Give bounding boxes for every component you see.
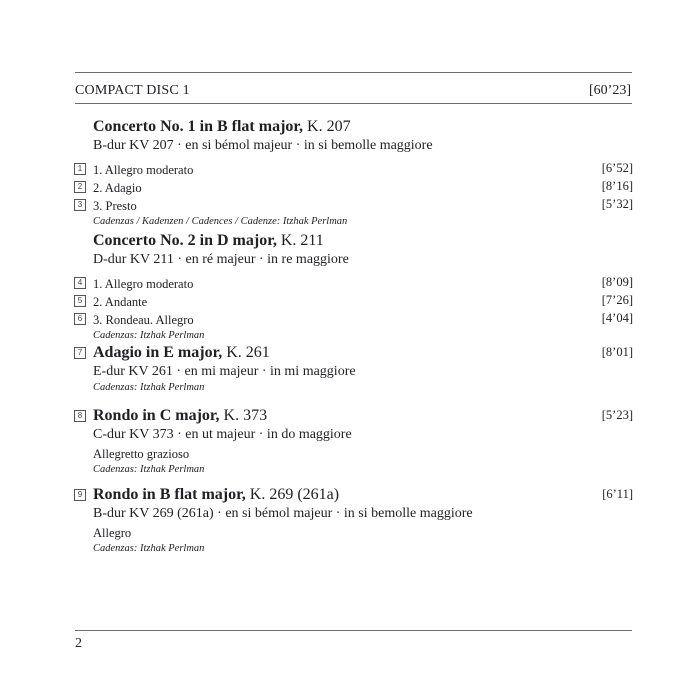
track-number: 6 [74,313,86,325]
work-title: Concerto No. 2 in D major, K. 211 [93,232,324,249]
work-subtitle: B-dur KV 269 (261a) · en si bémol majeur · in si bemolle maggiore [93,506,473,521]
movement-label: 3. Presto [93,199,137,213]
track-duration: [8’01] [601,345,633,359]
cadenza-credit: Cadenzas: Itzhak Perlman [93,382,205,393]
track-duration: [4’04] [601,311,633,325]
track-duration: [5’23] [601,408,633,422]
movement-label: 3. Rondeau. Allegro [93,313,194,327]
track-row[interactable] [77,311,633,329]
page-number: 2 [75,636,82,651]
track-number: 8 [74,410,86,422]
track-number: 1 [74,163,86,175]
work-title: Adagio in E major, K. 261 [93,344,270,361]
disc-title: COMPACT DISC 1 [75,83,190,98]
track-number: 3 [74,199,86,211]
disc-total-duration: [60’23] [589,83,631,98]
tempo-marking: Allegretto grazioso [93,447,190,461]
track-row[interactable] [77,406,633,426]
track-duration: [6’52] [601,161,633,175]
work-title: Concerto No. 1 in B flat major, K. 207 [93,118,351,135]
track-duration: [6’11] [602,487,633,501]
track-row[interactable] [77,197,633,215]
footer-rule [75,630,632,631]
movement-label: 1. Allegro moderato [93,163,194,177]
work-adagio [77,343,633,394]
track-duration: [8’09] [601,275,633,289]
work-title: Rondo in C major, K. 373 [93,407,268,424]
track-row[interactable] [77,161,633,179]
track-number: 5 [74,295,86,307]
work-concerto-2 [77,231,633,342]
cadenza-credit: Cadenzas: Itzhak Perlman [93,464,205,475]
work-concerto-1 [77,117,633,228]
track-duration: [5’32] [601,197,633,211]
header-rule [75,103,632,104]
top-rule [75,72,632,73]
track-row[interactable] [77,293,633,311]
track-row[interactable] [77,485,633,505]
work-rondo-c [77,406,633,476]
track-row[interactable] [77,275,633,293]
work-subtitle: C-dur KV 373 · en ut majeur · in do maggiore [93,427,352,442]
work-subtitle: E-dur KV 261 · en mi majeur · in mi maggiore [93,364,356,379]
movement-label: 1. Allegro moderato [93,277,194,291]
track-row[interactable] [77,179,633,197]
work-subtitle: B-dur KV 207 · en si bémol majeur · in si bemolle maggiore [93,138,433,153]
movement-label: 2. Adagio [93,181,142,195]
cadenza-credit: Cadenzas / Kadenzen / Cadences / Cadenze: Itzhak Perlman [93,216,348,227]
track-number: 9 [74,489,86,501]
cadenza-credit: Cadenzas: Itzhak Perlman [93,330,205,341]
track-duration: [7’26] [601,293,633,307]
work-subtitle: D-dur KV 211 · en ré majeur · in re maggiore [93,252,349,267]
cadenza-credit: Cadenzas: Itzhak Perlman [93,543,205,554]
track-number: 7 [74,347,86,359]
track-number: 4 [74,277,86,289]
track-duration: [8’16] [601,179,633,193]
work-rondo-b-flat [77,485,633,555]
tempo-marking: Allegro [93,526,132,540]
track-row[interactable] [77,343,633,363]
track-number: 2 [74,181,86,193]
movement-label: 2. Andante [93,295,148,309]
work-title: Rondo in B flat major, K. 269 (261a) [93,486,340,503]
